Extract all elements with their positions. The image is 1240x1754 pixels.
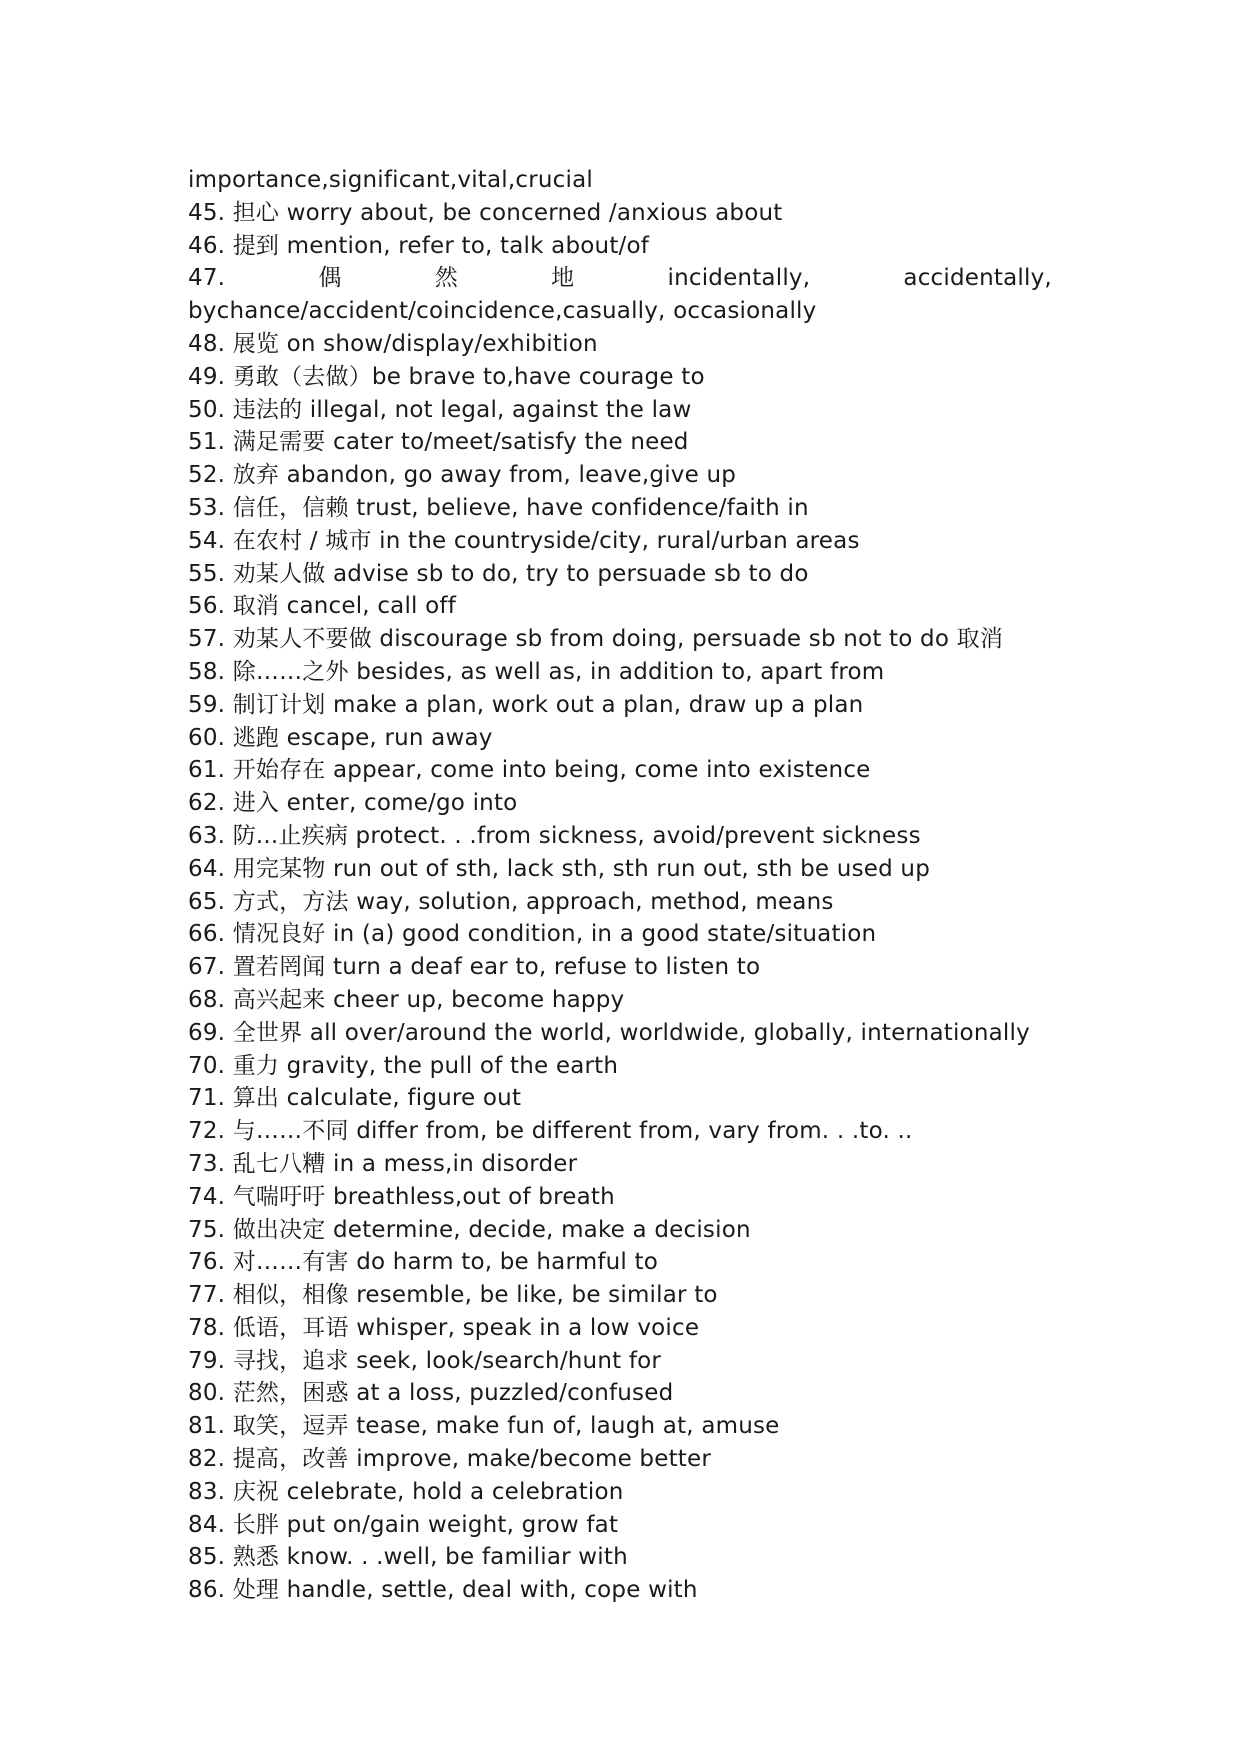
list-line: 49. 勇敢（去做）be brave to,have courage to (188, 363, 705, 390)
list-line: 50. 违法的 illegal, not legal, against the law (188, 396, 692, 423)
list-line: 65. 方式，方法 way, solution, approach, method, means (188, 888, 834, 915)
list-line: 63. 防...止疾病 protect. . .from sickness, avoid/prevent sickness (188, 822, 921, 849)
list-line: 67. 置若罔闻 turn a deaf ear to, refuse to listen to (188, 954, 761, 981)
list-line: 57. 劝某人不要做 discourage sb from doing, persuade sb not to do 取消 (188, 626, 1004, 653)
list-line: 71. 算出 calculate, figure out (188, 1085, 522, 1112)
list-line: 62. 进入 enter, come/go into (188, 790, 518, 817)
list-line: 85. 熟悉 know. . .well, be familiar with (188, 1544, 628, 1571)
list-line: 74. 气喘吁吁 breathless,out of breath (188, 1183, 615, 1210)
list-line: importance,significant,vital,crucial (188, 167, 594, 193)
list-line: 66. 情况良好 in (a) good condition, in a good state/situation (188, 921, 877, 948)
list-line: 79. 寻找，追求 seek, look/search/hunt for (188, 1347, 662, 1374)
list-line: 76. 对……有害 do harm to, be harmful to (188, 1249, 658, 1276)
list-line: 73. 乱七八糟 in a mess,in disorder (188, 1150, 578, 1177)
list-line: 75. 做出决定 determine, decide, make a decision (188, 1216, 751, 1243)
list-line: 70. 重力 gravity, the pull of the earth (188, 1052, 619, 1079)
entry-word: 然 (434, 265, 458, 292)
vocabulary-list (188, 164, 1052, 1607)
list-line-entry-47 (188, 262, 1052, 295)
list-line: 83. 庆祝 celebrate, hold a celebration (188, 1478, 624, 1505)
list-line: 84. 长胖 put on/gain weight, grow fat (188, 1511, 619, 1538)
list-line: 60. 逃跑 escape, run away (188, 724, 493, 751)
list-line: 55. 劝某人做 advise sb to do, try to persuade sb to do (188, 560, 809, 587)
list-line: 80. 茫然，困惑 at a loss, puzzled/confused (188, 1380, 674, 1407)
list-line: 64. 用完某物 run out of sth, lack sth, sth run out, sth be used up (188, 855, 930, 882)
list-line: 45. 担心 worry about, be concerned /anxious about (188, 199, 783, 226)
entry-word: accidentally, (903, 265, 1052, 292)
list-line: 53. 信任，信赖 trust, believe, have confidence/faith in (188, 494, 809, 521)
list-line: 48. 展览 on show/display/exhibition (188, 330, 598, 357)
list-line: 46. 提到 mention, refer to, talk about/of (188, 232, 650, 259)
list-line: 86. 处理 handle, settle, deal with, cope with (188, 1577, 698, 1604)
list-line: 81. 取笑，逗弄 tease, make fun of, laugh at, amuse (188, 1413, 780, 1440)
list-line: 69. 全世界 all over/around the world, worldwide, globally, internationally (188, 1019, 1030, 1046)
list-line: 52. 放弃 abandon, go away from, leave,give up (188, 462, 737, 489)
entry-number: 47. (188, 265, 226, 292)
list-line: 51. 满足需要 cater to/meet/satisfy the need (188, 429, 689, 456)
list-line: 61. 开始存在 appear, come into being, come into existence (188, 757, 871, 784)
list-line: 77. 相似，相像 resemble, be like, be similar to (188, 1282, 718, 1309)
list-line: bychance/accident/coincidence,casually, occasionally (188, 298, 817, 325)
list-line: 72. 与……不同 differ from, be different from, vary from. . .to. .. (188, 1118, 913, 1145)
list-line: 54. 在农村 / 城市 in the countryside/city, rural/urban areas (188, 527, 860, 554)
list-line: 78. 低语，耳语 whisper, speak in a low voice (188, 1314, 700, 1341)
entry-word: incidentally, (667, 265, 811, 292)
list-line: 82. 提高，改善 improve, make/become better (188, 1446, 712, 1473)
entry-word: 地 (551, 265, 575, 292)
list-line: 56. 取消 cancel, call off (188, 593, 457, 620)
list-line: 58. 除……之外 besides, as well as, in addition to, apart from (188, 658, 885, 685)
list-line: 68. 高兴起来 cheer up, become happy (188, 986, 625, 1013)
entry-word: 偶 (318, 265, 342, 292)
list-line: 59. 制订计划 make a plan, work out a plan, draw up a plan (188, 691, 864, 718)
